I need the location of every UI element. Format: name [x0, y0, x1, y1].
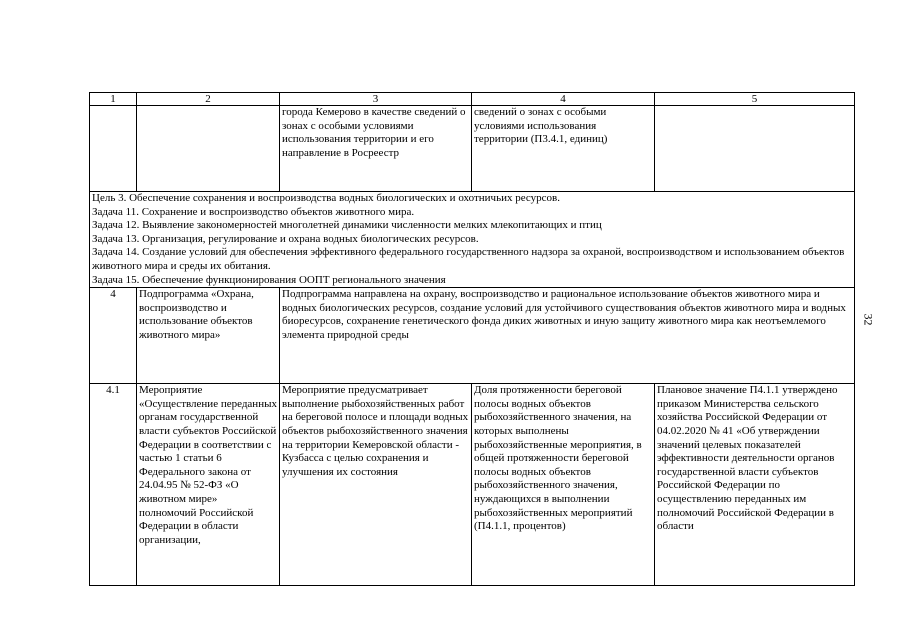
subprogram-number: 4 [90, 288, 137, 384]
column-number: 3 [280, 93, 472, 106]
program-table [89, 92, 855, 586]
activity-row [90, 384, 855, 586]
subprogram-row [90, 288, 855, 384]
subprogram-description: Подпрограмма направлена на охрану, воспроизводство и рациональное использование объектов животного мира и водных биологических ресурсов, создание условий для устойчивого существования объектов животного мира и водных биоресурсов, сохранение генетического фонда диких животных и иную защиту животного мира как неотъемлемого элемента природной среды [280, 288, 855, 384]
task-line: Задача 13. Организация, регулирование и охрана водных биологических ресурсов. [92, 232, 479, 245]
column-number: 4 [472, 93, 655, 106]
empty-cell [90, 106, 137, 192]
column-number-row [90, 93, 855, 106]
goal-line: Цель 3. Обеспечение сохранения и воспроизводства водных биологических и охотничьих ресурсов. [92, 192, 560, 204]
activity-description: Мероприятие предусматривает выполнение рыбохозяйственных работ на береговой полосе и площади водных объектов рыбохозяйственного значения на территории Кемеровской области - Кузбасса с целью сохранения и улучшения их состояния [280, 384, 472, 586]
column-number: 2 [137, 93, 280, 106]
subprogram-name: Подпрограмма «Охрана, воспроизводство и использование объектов животного мира» [137, 288, 280, 384]
goals-cell [90, 192, 855, 288]
column-number: 1 [90, 93, 137, 106]
task-line: Задача 15. Обеспечение функционирования ООПТ регионального значения [92, 273, 446, 286]
task-line: Задача 14. Создание условий для обеспечения эффективного федерального государственного надзора за охраной, воспроизводством и использованием объектов животного мира и среды их обитания. [92, 246, 845, 272]
activity-basis: Плановое значение П4.1.1 утверждено приказом Министерства сельского хозяйства Российской Федерации от 04.02.2020 № 41 «Об утверждении значений целевых показателей эффективности деятельности органов государственной власти субъектов Российской Федерации по осуществлению переданных им полномочий Российской Федерации в области [655, 384, 855, 586]
page-number: 32 [861, 313, 876, 326]
continuation-indicator: сведений о зонах с особыми условиями использования территории (П3.4.1, единиц) [472, 106, 655, 192]
task-line: Задача 11. Сохранение и воспроизводство объектов животного мира. [92, 205, 415, 218]
empty-cell [655, 106, 855, 192]
empty-cell [137, 106, 280, 192]
activity-indicator: Доля протяженности береговой полосы водных объектов рыбохозяйственного значения, на которых выполнены рыбохозяйственные мероприятия, в общей протяженности береговой полосы водных объектов рыбохозяйственного значения, нуждающихся в выполнении рыбохозяйственных мероприятий (П4.1.1, процентов) [472, 384, 655, 586]
goals-row [90, 192, 855, 288]
column-number: 5 [655, 93, 855, 106]
activity-name: Мероприятие «Осуществление переданных органам государственной власти субъектов Российской Федерации в соответствии с частью 1 статьи 6 Федерального закона от 24.04.95 № 52-ФЗ «О животном мире» полномочий Российской Федерации в области организации, [137, 384, 280, 586]
continuation-measure: города Кемерово в качестве сведений о зонах с особыми условиями использования территории и его направление в Росреестр [280, 106, 472, 192]
task-line: Задача 12. Выявление закономерностей многолетней динамики численности мелких млекопитающих и птиц [92, 219, 602, 232]
activity-number: 4.1 [90, 384, 137, 586]
continuation-row [90, 106, 855, 192]
